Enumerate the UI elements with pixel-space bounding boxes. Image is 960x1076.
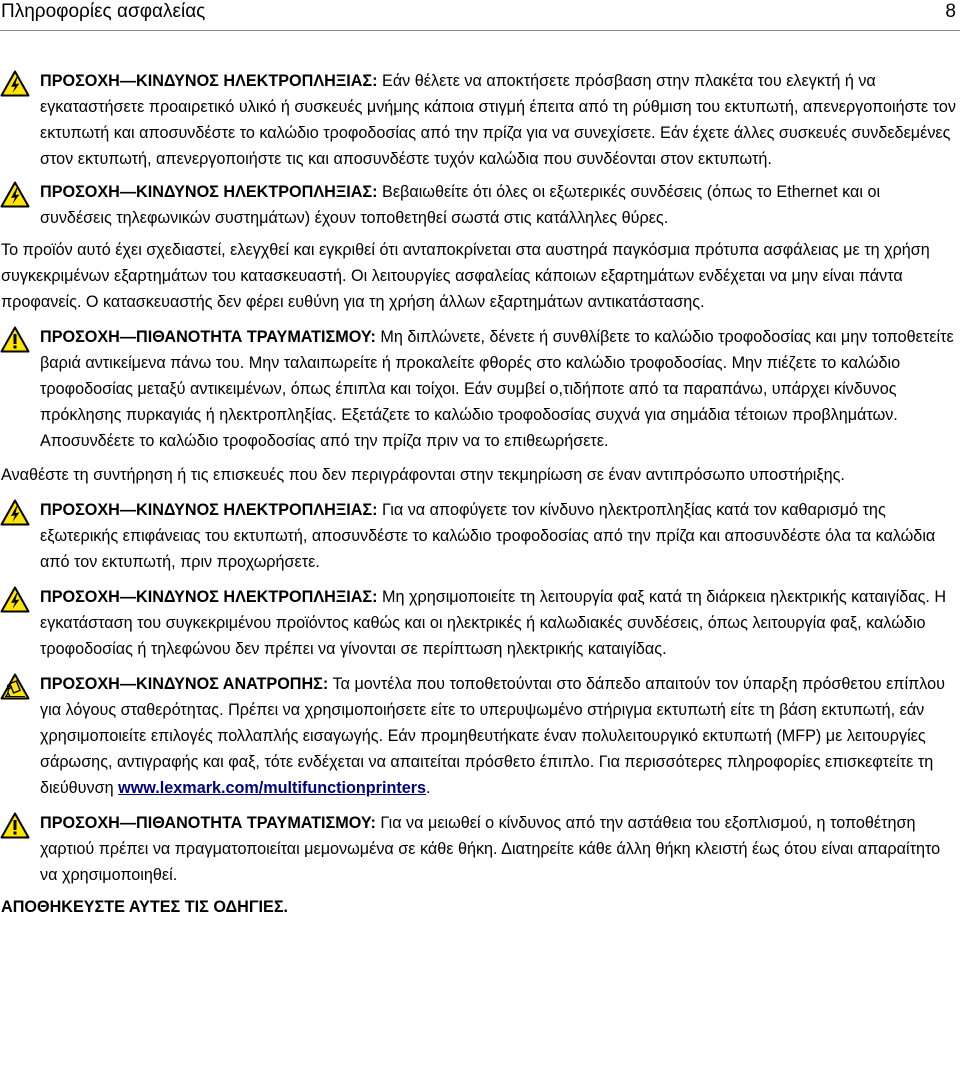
warning-text: Εάν θέλετε να αποκτήσετε πρόσβαση στην πλακέτα του ελεγκτή ή να εγκαταστήσετε προαιρετικό υλικό ή συσκευές μνήμης κάποια στιγμή έπειτα από τη ρύθμιση του εκτυπωτή, απενεργοποιήστε τον εκτυπωτή και αποσυνδέστε το καλώδιο τροφοδοσίας από την πρίζα για να συνεχίσετε. Εάν έχετε άλλες συσκευές συνδεδεμένες στον εκτυπωτή, απενεργοποιήστε τις και αποσυνδέστε τυχόν καλώδια που συνδέονται στον εκτυπωτή. xyxy=(40,72,956,168)
warning-block xyxy=(0,68,960,172)
electric-shock-icon xyxy=(0,181,30,208)
warning-label: ΠΡΟΣΟΧΗ—ΚΙΝΔΥΝΟΣ ΗΛΕΚΤΡΟΠΛΗΞΙΑΣ: xyxy=(40,588,378,606)
warning-text: Τα μοντέλα που τοποθετούνται στο δάπεδο απαιτούν τον ύπαρξη πρόσθετου επίπλου για λόγους σταθερότητας. Πρέπει να χρησιμοποιήσετε είτε το υπερυψωμένο στήριγμα εκτυπωτή είτε τη βάση εκτυπωτή, εάν χρησιμοποιείτε επιλογές πολλαπλής εισαγωγής. Εάν προμηθευτήκατε έναν πολυλειτουργικό εκτυπωτή (MFP) με λειτουργίες σάρωσης, αντιγραφής και φαξ, τότε ενδέχεται να απαιτείται πρόσθετο έπιπλο. Για περισσότερες πληροφορίες επισκεφτείτε τη διεύθυνση xyxy=(40,675,945,797)
warning-label: ΠΡΟΣΟΧΗ—ΚΙΝΔΥΝΟΣ ΑΝΑΤΡΟΠΗΣ: xyxy=(40,675,329,693)
warning-label: ΠΡΟΣΟΧΗ—ΠΙΘΑΝΟΤΗΤΑ ΤΡΑΥΜΑΤΙΣΜΟΥ: xyxy=(40,328,376,346)
body-paragraph: Το προϊόν αυτό έχει σχεδιαστεί, ελεγχθεί και εγκριθεί ότι ανταποκρίνεται στα αυστηρά παγκόσμια πρότυπα ασφάλειας με τη χρήση συγκεκριμένων εξαρτημάτων του κατασκευαστή. Οι λειτουργίες ασφαλείας κάποιων εξαρτημάτων ενδέχεται να μην είναι πάντα προφανείς. Ο κατασκευαστής δεν φέρει ευθύνη για τη χρήση άλλων εξαρτημάτων αντικατάστασης. xyxy=(1,241,930,311)
warning-label: ΠΡΟΣΟΧΗ—ΚΙΝΔΥΝΟΣ ΗΛΕΚΤΡΟΠΛΗΞΙΑΣ: xyxy=(40,183,378,201)
warning-block xyxy=(0,810,960,888)
page-title: Πληροφορίες ασφαλείας xyxy=(1,1,206,22)
warning-block xyxy=(0,671,960,801)
tip-over-icon xyxy=(0,673,30,700)
warning-text: Για να μειωθεί ο κίνδυνος από την αστάθεια του εξοπλισμού, η τοποθέτηση χαρτιού πρέπει να πραγματοποιείται μεμονωμένα σε κάθε θήκη. Διατηρείτε κάθε άλλη θήκη κλειστή έως ότου είναι απαραίτητο να χρησιμοποιηθεί. xyxy=(40,814,941,884)
warning-block xyxy=(0,324,960,454)
electric-shock-icon xyxy=(0,499,30,526)
warning-block xyxy=(0,584,960,662)
warning-text: Μη διπλώνετε, δένετε ή συνθλίβετε το καλώδιο τροφοδοσίας και μην τοποθετείτε βαριά αντικείμενα πάνω του. Μην ταλαιπωρείτε ή προκαλείτε φθορές στο καλώδιο τροφοδοσίας. Μην πιέζετε το καλώδιο τροφοδοσίας μεταξύ αντικειμένων, όπως έπιπλα και τοίχοι. Εάν συμβεί ο,τιδήποτε από τα παραπάνω, υπάρχει κίνδυνος πρόκλησης πυρκαγιάς ή ηλεκτροπληξίας. Εξετάζετε το καλώδιο τροφοδοσίας συχνά για σημάδια τέτοιων προβλημάτων. Αποσυνδέετε το καλώδιο τροφοδοσίας από την πρίζα πριν να το επιθεωρήσετε. xyxy=(40,328,954,450)
closing-heading: ΑΠΟΘΗΚΕΥΣΤΕ ΑΥΤΕΣ ΤΙΣ ΟΔΗΓΙΕΣ. xyxy=(1,898,289,916)
page-header xyxy=(0,0,960,31)
warning-text: Για να αποφύγετε τον κίνδυνο ηλεκτροπληξίας κατά τον καθαρισμό της εξωτερικής επιφάνειας του εκτυπωτή, αποσυνδέστε το καλώδιο τροφοδοσίας από την πρίζα και αποσυνδέστε όλα τα καλώδια από τον εκτυπωτή, πριν προχωρήσετε. xyxy=(40,501,936,571)
safety-content xyxy=(0,68,960,917)
electric-shock-icon xyxy=(0,586,30,613)
warning-label: ΠΡΟΣΟΧΗ—ΚΙΝΔΥΝΟΣ ΗΛΕΚΤΡΟΠΛΗΞΙΑΣ: xyxy=(40,72,378,90)
electric-shock-icon xyxy=(0,70,30,97)
caution-icon xyxy=(0,812,30,839)
warning-block xyxy=(0,497,960,575)
page-number: 8 xyxy=(945,1,956,22)
body-paragraph: Αναθέστε τη συντήρηση ή τις επισκευές που δεν περιγράφονται στην τεκμηρίωση σε έναν αντιπρόσωπο υποστήριξης. xyxy=(1,466,845,484)
warning-text-end: . xyxy=(426,779,431,797)
warning-block xyxy=(0,179,960,231)
warning-label: ΠΡΟΣΟΧΗ—ΚΙΝΔΥΝΟΣ ΗΛΕΚΤΡΟΠΛΗΞΙΑΣ: xyxy=(40,501,378,519)
warning-text: Μη χρησιμοποιείτε τη λειτουργία φαξ κατά τη διάρκεια ηλεκτρικής καταιγίδας. Η εγκατάσταση του συγκεκριμένου προϊόντος καθώς και οι ηλεκτρικές ή καλωδιακές συνδέσεις, όπως λειτουργία φαξ, καλώδιο τροφοδοσίας ή τηλεφώνου δεν πρέπει να γίνονται σε περίπτωση ηλεκτρικής καταιγίδας. xyxy=(40,588,947,658)
warning-label: ΠΡΟΣΟΧΗ—ΠΙΘΑΝΟΤΗΤΑ ΤΡΑΥΜΑΤΙΣΜΟΥ: xyxy=(40,814,376,832)
warning-text: Βεβαιωθείτε ότι όλες οι εξωτερικές συνδέσεις (όπως το Ethernet και οι συνδέσεις τηλεφωνικών συστημάτων) έχουν τοποθετηθεί σωστά στις κατάλληλες θύρες. xyxy=(40,183,881,227)
lexmark-multifunction-link[interactable]: www.lexmark.com/multifunctionprinters xyxy=(118,779,427,797)
caution-icon xyxy=(0,326,30,353)
